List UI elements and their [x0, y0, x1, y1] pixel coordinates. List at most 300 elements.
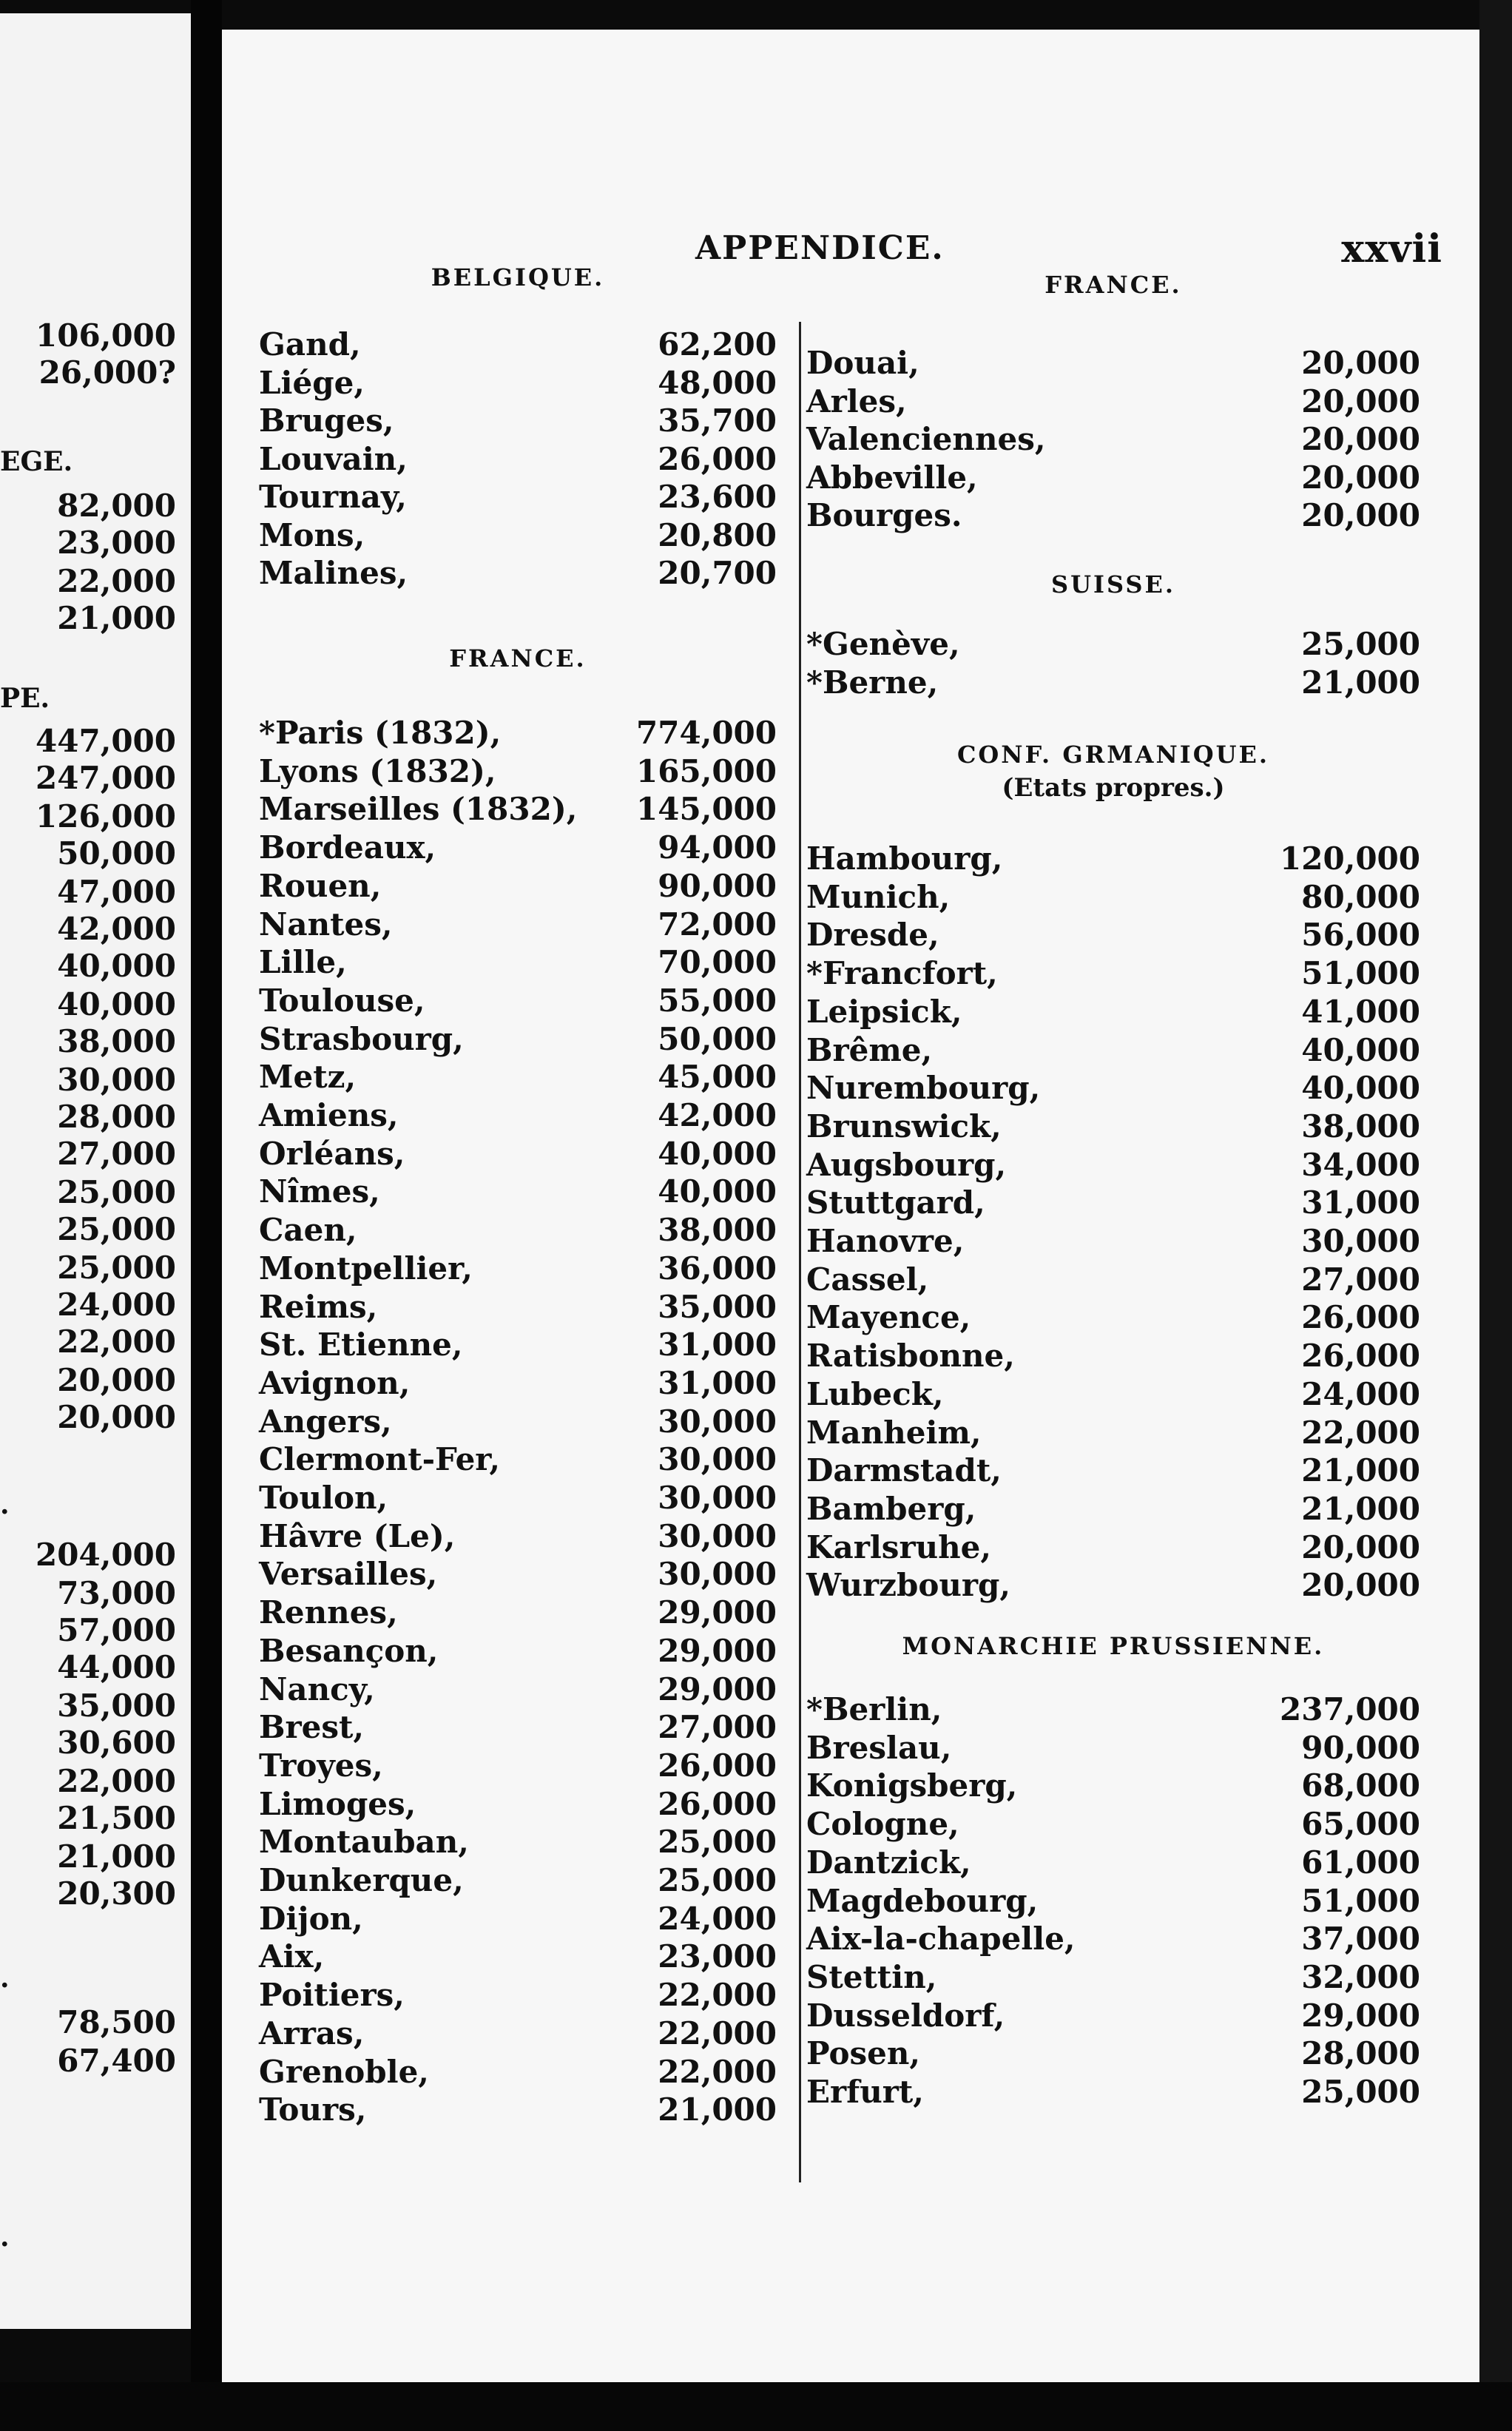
table-row [806, 1146, 1420, 1184]
table-row [806, 1375, 1420, 1414]
table-row [259, 1096, 777, 1135]
table-row [806, 625, 1420, 664]
city-name: Bourges. [806, 497, 962, 533]
table-row [806, 1805, 1420, 1844]
facing-page-number: 44,000 [57, 1649, 176, 1685]
population-value: 42,000 [658, 1097, 777, 1133]
table-row [806, 664, 1420, 702]
table-row [806, 459, 1420, 497]
city-name: Poitiers, [259, 1977, 405, 2013]
table-row [806, 1031, 1420, 1070]
table-row [259, 1670, 777, 1709]
table-row [806, 1337, 1420, 1375]
city-name: Amiens, [259, 1097, 399, 1133]
population-value: 51,000 [1301, 955, 1420, 991]
population-value: 30,000 [658, 1441, 777, 1477]
population-value: 21,000 [1301, 1452, 1420, 1488]
population-value: 35,700 [658, 402, 777, 439]
population-value: 26,000 [658, 441, 777, 477]
population-value: 31,000 [658, 1365, 777, 1401]
table-row [806, 2073, 1420, 2111]
table-row [806, 1261, 1420, 1299]
table-row [259, 1555, 777, 1594]
section-heading: BELGIQUE. [431, 263, 605, 291]
table-row [806, 1184, 1420, 1222]
city-name: Toulon, [259, 1480, 388, 1516]
city-name: Ratisbonne, [806, 1338, 1015, 1374]
table-row [259, 2053, 777, 2091]
table-row [259, 440, 777, 479]
table-row [259, 1938, 777, 1976]
city-name: Brest, [259, 1709, 365, 1745]
section-heading: CONF. GRMANIQUE. [956, 741, 1270, 769]
city-name: Rennes, [259, 1594, 398, 1631]
city-name: Nantes, [259, 906, 393, 943]
city-name: Angers, [259, 1403, 392, 1440]
population-value: 30,000 [658, 1480, 777, 1516]
table-row [259, 1211, 777, 1250]
population-value: 20,800 [658, 517, 777, 553]
population-value: 23,600 [658, 479, 777, 515]
table-row [259, 1250, 777, 1288]
facing-page-number: 20,000 [57, 1399, 176, 1435]
city-name: Nîmes, [259, 1173, 380, 1210]
city-name: Douai, [806, 345, 919, 381]
section-subheading: (Etats propres.) [1002, 773, 1225, 803]
facing-page-number: 20,000 [57, 1362, 176, 1398]
table-row [259, 1823, 777, 1861]
city-name: Konigsberg, [806, 1767, 1018, 1804]
table-row [259, 1326, 777, 1364]
population-value: 80,000 [1301, 879, 1420, 915]
section-heading: MONARCHIE PRUSSIENNE. [902, 1632, 1325, 1660]
population-value: 26,000 [1301, 1299, 1420, 1335]
population-value: 21,000 [1301, 1491, 1420, 1527]
population-value: 70,000 [658, 944, 777, 980]
facing-page-number: 204,000 [36, 1537, 176, 1573]
facing-page-number: 106,000 [36, 317, 176, 354]
population-value: 25,000 [1301, 626, 1420, 662]
city-name: Wurzbourg, [806, 1567, 1011, 1603]
city-name: Caen, [259, 1212, 357, 1248]
table-row [259, 326, 777, 364]
section-heading: FRANCE. [1044, 271, 1182, 299]
table-row [806, 1222, 1420, 1261]
table-row [259, 554, 777, 593]
population-value: 68,000 [1301, 1767, 1420, 1804]
table-row [806, 878, 1420, 917]
facing-page-fragment-text: EGE. [0, 446, 73, 477]
city-name: Troyes, [259, 1747, 383, 1784]
population-value: 21,000 [1301, 664, 1420, 701]
table-row [259, 714, 777, 752]
population-value: 20,000 [1301, 383, 1420, 419]
facing-page-fragment-text: . [0, 1963, 10, 1994]
facing-page-fragment-text: . [0, 2222, 10, 2253]
table-row [806, 420, 1420, 459]
city-name: Lubeck, [806, 1376, 944, 1412]
city-name: Karlsruhe, [806, 1529, 991, 1565]
population-value: 41,000 [1301, 994, 1420, 1030]
facing-page-number: 20,300 [57, 1875, 176, 1912]
table-row [259, 1288, 777, 1326]
table-row [259, 1900, 777, 1938]
facing-page-number: 247,000 [36, 760, 176, 796]
population-value: 34,000 [1301, 1147, 1420, 1183]
population-value: 23,000 [658, 1938, 777, 1975]
population-value: 26,000 [658, 1747, 777, 1784]
population-value: 120,000 [1280, 840, 1420, 877]
population-value: 56,000 [1301, 917, 1420, 953]
facing-page-number: 40,000 [57, 948, 176, 984]
table-row [806, 1107, 1420, 1146]
facing-page-number: 30,600 [57, 1724, 176, 1761]
city-name: *Paris (1832), [259, 715, 502, 751]
city-name: Aix, [259, 1938, 325, 1975]
population-value: 94,000 [658, 829, 777, 866]
city-name: Dusseldorf, [806, 1997, 1005, 2034]
city-name: Lille, [259, 944, 347, 980]
facing-page-number: 50,000 [57, 835, 176, 871]
table-row [259, 982, 777, 1020]
table-row [259, 1403, 777, 1441]
city-name: Grenoble, [259, 2054, 429, 2090]
city-name: Limoges, [259, 1786, 416, 1822]
population-value: 72,000 [658, 906, 777, 943]
city-name: Arles, [806, 383, 907, 419]
population-value: 29,000 [658, 1594, 777, 1631]
city-name: Gand, [259, 326, 361, 363]
facing-page-number: 47,000 [57, 874, 176, 910]
facing-page-number: 22,000 [57, 563, 176, 599]
city-name: Augsbourg, [806, 1147, 1007, 1183]
city-name: *Francfort, [806, 955, 998, 991]
city-name: Stuttgard, [806, 1184, 985, 1221]
city-name: Tours, [259, 2091, 367, 2128]
facing-page-number: 23,000 [57, 525, 176, 561]
city-name: Manheim, [806, 1415, 982, 1451]
page-number: xxvii [1341, 226, 1442, 272]
table-row [806, 1069, 1420, 1107]
population-value: 20,000 [1301, 497, 1420, 533]
population-value: 25,000 [1301, 2074, 1420, 2110]
city-name: Strasbourg, [259, 1021, 464, 1057]
table-row [259, 1785, 777, 1824]
city-name: *Genève, [806, 626, 960, 662]
table-row [806, 916, 1420, 954]
population-value: 45,000 [658, 1059, 777, 1095]
population-value: 36,000 [658, 1250, 777, 1287]
table-row [259, 1364, 777, 1403]
city-name: Breslau, [806, 1730, 952, 1766]
facing-page-number: 25,000 [57, 1174, 176, 1210]
table-row [806, 1844, 1420, 1882]
city-name: Metz, [259, 1059, 357, 1095]
city-name: Nurembourg, [806, 1070, 1041, 1106]
table-row [806, 1958, 1420, 1997]
population-value: 21,000 [658, 2091, 777, 2128]
population-value: 61,000 [1301, 1844, 1420, 1881]
city-name: Bamberg, [806, 1491, 976, 1527]
facing-page-number: 24,000 [57, 1287, 176, 1323]
facing-page-fragment [0, 13, 191, 2329]
city-name: Orléans, [259, 1136, 405, 1172]
population-value: 90,000 [658, 868, 777, 904]
table-row [259, 1594, 777, 1632]
population-value: 20,000 [1301, 345, 1420, 381]
population-value: 20,000 [1301, 1567, 1420, 1603]
facing-page-number: 21,000 [57, 1838, 176, 1875]
city-name: Reims, [259, 1289, 378, 1325]
table-row [806, 1528, 1420, 1567]
population-value: 40,000 [1301, 1070, 1420, 1106]
table-row [259, 790, 777, 829]
city-name: Hanovre, [806, 1223, 965, 1259]
population-value: 26,000 [658, 1786, 777, 1822]
population-value: 30,000 [658, 1556, 777, 1592]
city-name: Brunswick, [806, 1108, 1002, 1144]
facing-page-number: 82,000 [57, 488, 176, 524]
table-row [259, 1173, 777, 1211]
population-value: 62,200 [658, 326, 777, 363]
city-name: Malines, [259, 555, 408, 591]
facing-page-fragment-text: PE. [0, 683, 50, 714]
table-row [259, 867, 777, 906]
population-value: 20,000 [1301, 1529, 1420, 1565]
table-row [259, 1020, 777, 1059]
city-name: Darmstadt, [806, 1452, 1002, 1488]
table-row [806, 1767, 1420, 1805]
page-edge [1479, 0, 1512, 2431]
city-name: Rouen, [259, 868, 382, 904]
city-name: Dijon, [259, 1901, 363, 1937]
city-name: *Berne, [806, 664, 939, 701]
population-value: 40,000 [658, 1136, 777, 1172]
population-value: 30,000 [1301, 1223, 1420, 1259]
city-name: Versailles, [259, 1556, 438, 1592]
table-row [806, 1451, 1420, 1490]
table-row [259, 1861, 777, 1900]
facing-page-number: 21,000 [57, 600, 176, 636]
table-row [259, 364, 777, 402]
table-row [259, 1135, 777, 1173]
population-value: 50,000 [658, 1021, 777, 1057]
left-column [259, 30, 777, 2382]
city-name: Valenciennes, [806, 421, 1046, 457]
table-row [806, 1920, 1420, 1958]
table-row [259, 1479, 777, 1517]
table-row [806, 1997, 1420, 2035]
population-value: 30,000 [658, 1518, 777, 1554]
facing-page-number: 447,000 [36, 723, 176, 759]
population-value: 774,000 [636, 715, 777, 751]
city-name: St. Etienne, [259, 1326, 463, 1363]
facing-page-number: 73,000 [57, 1575, 176, 1611]
population-value: 27,000 [1301, 1261, 1420, 1298]
facing-page-number: 22,000 [57, 1324, 176, 1360]
city-name: Dresde, [806, 917, 939, 953]
facing-page-number: 25,000 [57, 1211, 176, 1247]
city-name: Aix-la-chapelle, [806, 1921, 1076, 1957]
population-value: 37,000 [1301, 1921, 1420, 1957]
city-name: Mons, [259, 517, 365, 553]
table-row [259, 752, 777, 791]
population-value: 29,000 [658, 1633, 777, 1669]
population-value: 28,000 [1301, 2035, 1420, 2071]
population-value: 27,000 [658, 1709, 777, 1745]
table-row [259, 402, 777, 440]
population-value: 20,000 [1301, 421, 1420, 457]
right-column [806, 30, 1420, 2382]
city-name: Dunkerque, [259, 1862, 464, 1898]
column-divider [799, 322, 801, 2182]
population-value: 20,000 [1301, 459, 1420, 496]
city-name: Hambourg, [806, 840, 1003, 877]
city-name: Cassel, [806, 1261, 929, 1298]
facing-page-number: 22,000 [57, 1763, 176, 1799]
city-name: Liége, [259, 365, 365, 401]
city-name: Montauban, [259, 1824, 469, 1860]
table-row [259, 2091, 777, 2129]
facing-page-number: 42,000 [57, 911, 176, 947]
city-name: Magdebourg, [806, 1883, 1039, 1919]
city-name: Bruges, [259, 402, 394, 439]
city-name: Leipsick, [806, 994, 962, 1030]
population-value: 29,000 [658, 1671, 777, 1707]
facing-page-number: 28,000 [57, 1099, 176, 1135]
city-name: Cologne, [806, 1806, 959, 1842]
table-row [806, 1882, 1420, 1921]
population-value: 35,000 [658, 1289, 777, 1325]
facing-page-number: 27,000 [57, 1136, 176, 1172]
city-name: Arras, [259, 2015, 365, 2051]
population-value: 65,000 [1301, 1806, 1420, 1842]
running-title: APPENDICE. [695, 229, 945, 267]
facing-page-number: 26,000? [38, 354, 176, 391]
table-row [806, 2034, 1420, 2073]
table-row [259, 829, 777, 867]
city-name: Avignon, [259, 1365, 411, 1401]
table-row [806, 954, 1420, 993]
population-value: 38,000 [1301, 1108, 1420, 1144]
population-value: 145,000 [636, 791, 777, 827]
population-value: 25,000 [658, 1824, 777, 1860]
table-row [259, 2014, 777, 2053]
facing-page-number: 38,000 [57, 1023, 176, 1059]
section-heading: FRANCE. [449, 644, 587, 672]
population-value: 51,000 [1301, 1883, 1420, 1919]
facing-page-number: 21,500 [57, 1800, 176, 1836]
city-name: Brême, [806, 1032, 933, 1068]
table-row [259, 1976, 777, 2014]
city-name: Tournay, [259, 479, 407, 515]
city-name: Posen, [806, 2035, 920, 2071]
population-value: 31,000 [658, 1326, 777, 1363]
facing-page-number: 78,500 [57, 2004, 176, 2040]
city-name: Marseilles (1832), [259, 791, 578, 827]
city-name: Mayence, [806, 1299, 971, 1335]
facing-page-number: 30,000 [57, 1062, 176, 1098]
population-value: 165,000 [636, 753, 777, 789]
table-row [259, 1632, 777, 1670]
book-gutter [191, 0, 222, 2431]
city-name: Lyons (1832), [259, 753, 496, 789]
table-row [259, 516, 777, 555]
population-value: 22,000 [658, 2054, 777, 2090]
table-row [806, 1414, 1420, 1452]
table-row [259, 1708, 777, 1747]
city-name: *Berlin, [806, 1691, 942, 1727]
population-value: 24,000 [1301, 1376, 1420, 1412]
city-name: Dantzick, [806, 1844, 971, 1881]
table-row [806, 1729, 1420, 1767]
table-row [806, 1490, 1420, 1528]
city-name: Montpellier, [259, 1250, 473, 1287]
city-name: Stettin, [806, 1959, 937, 1995]
table-row [806, 1298, 1420, 1337]
facing-page-number: 40,000 [57, 986, 176, 1022]
table-row [259, 943, 777, 982]
population-value: 29,000 [1301, 1997, 1420, 2034]
population-value: 48,000 [658, 365, 777, 401]
population-value: 90,000 [1301, 1730, 1420, 1766]
population-value: 22,000 [658, 1977, 777, 2013]
book-page [222, 30, 1479, 2382]
city-name: Abbeville, [806, 459, 978, 496]
population-value: 38,000 [658, 1212, 777, 1248]
city-name: Nancy, [259, 1671, 375, 1707]
population-value: 30,000 [658, 1403, 777, 1440]
table-row [806, 1690, 1420, 1729]
facing-page-number: 25,000 [57, 1250, 176, 1286]
table-row [806, 1566, 1420, 1605]
facing-page-number: 126,000 [36, 798, 176, 835]
facing-page-fragment-text: . [0, 1489, 10, 1520]
city-name: Munich, [806, 879, 951, 915]
population-value: 26,000 [1301, 1338, 1420, 1374]
city-name: Clermont-Fer, [259, 1441, 500, 1477]
city-name: Toulouse, [259, 982, 425, 1019]
population-value: 22,000 [1301, 1415, 1420, 1451]
population-value: 32,000 [1301, 1959, 1420, 1995]
population-value: 55,000 [658, 982, 777, 1019]
table-row [259, 1747, 777, 1785]
facing-page-number: 35,000 [57, 1687, 176, 1724]
table-row [259, 478, 777, 516]
population-value: 31,000 [1301, 1184, 1420, 1221]
population-value: 237,000 [1280, 1691, 1420, 1727]
population-value: 40,000 [1301, 1032, 1420, 1068]
facing-page-number: 57,000 [57, 1612, 176, 1648]
population-value: 20,700 [658, 555, 777, 591]
city-name: Erfurt, [806, 2074, 924, 2110]
table-row [806, 496, 1420, 535]
population-value: 22,000 [658, 2015, 777, 2051]
city-name: Besançon, [259, 1633, 439, 1669]
table-row [259, 906, 777, 944]
city-name: Bordeaux, [259, 829, 436, 866]
population-value: 24,000 [658, 1901, 777, 1937]
table-row [806, 993, 1420, 1031]
section-heading: SUISSE. [1050, 570, 1176, 599]
table-row [806, 382, 1420, 421]
table-row [259, 1058, 777, 1096]
facing-page-number: 67,400 [57, 2043, 176, 2079]
population-value: 40,000 [658, 1173, 777, 1210]
scan-border [0, 2382, 1512, 2431]
table-row [806, 344, 1420, 382]
table-row [259, 1440, 777, 1479]
